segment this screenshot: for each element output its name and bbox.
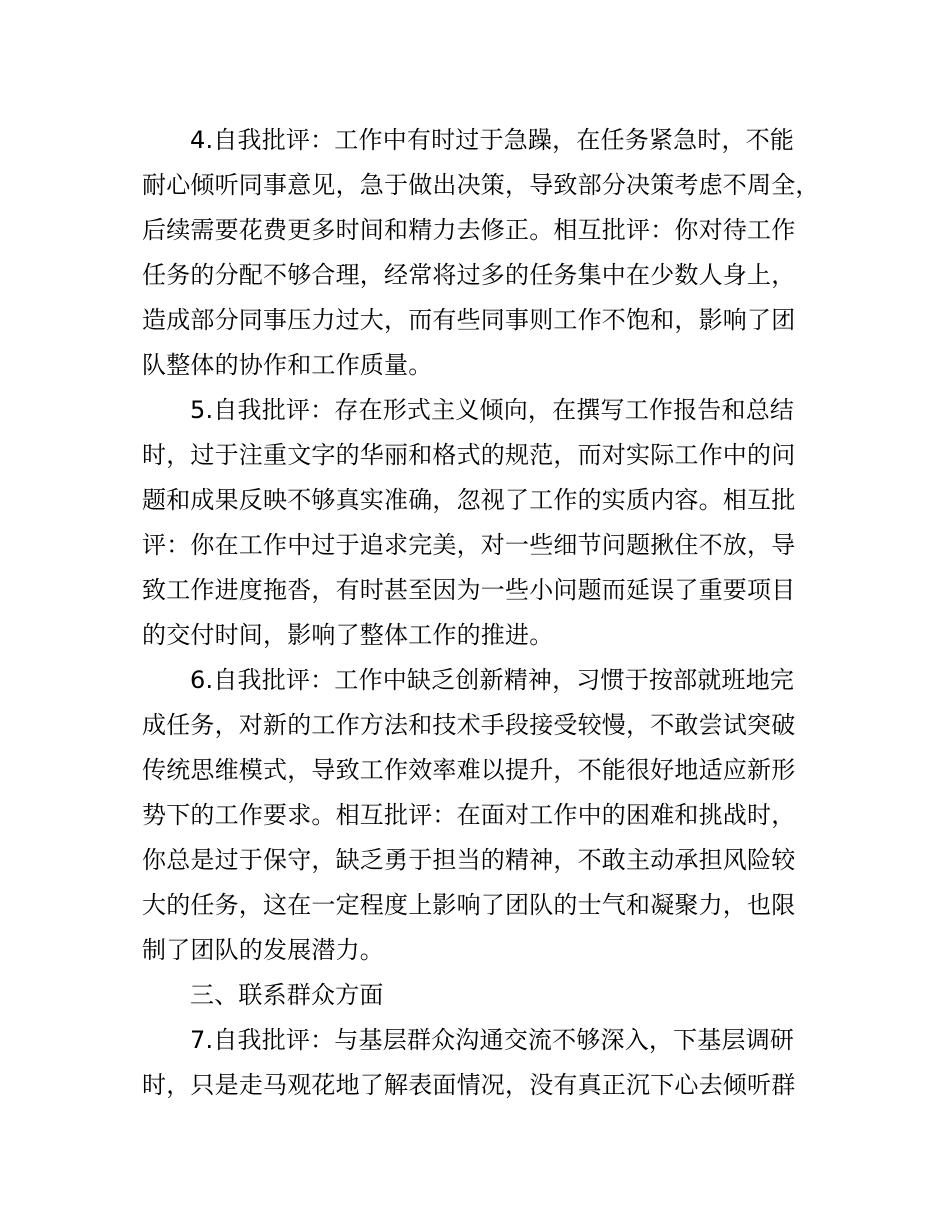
paragraph-6-line-7: 制了团队的发展潜力。: [142, 936, 384, 964]
paragraph-4-line-4: 任务的分配不够合理，经常将过多的任务集中在少数人身上，: [142, 261, 796, 289]
paragraph-5-line-5: 致工作进度拖沓，有时甚至因为一些小问题而延误了重要项目: [142, 576, 796, 604]
paragraph-6-line-2: 成任务，对新的工作方法和技术手段接受较慢，不敢尝试突破: [142, 711, 796, 739]
paragraph-6-line-1: 6.自我批评：工作中缺乏创新精神，习惯于按部就班地完: [190, 666, 795, 694]
section-heading: 三、联系群众方面: [190, 981, 384, 1009]
paragraph-5-line-6: 的交付时间，影响了整体工作的推进。: [142, 621, 554, 649]
paragraph-6-line-6: 大的任务，这在一定程度上影响了团队的士气和凝聚力，也限: [142, 891, 796, 919]
paragraph-6-line-3: 传统思维模式，导致工作效率难以提升，不能很好地适应新形: [142, 756, 796, 784]
paragraph-7-line-2: 时，只是走马观花地了解表面情况，没有真正沉下心去倾听群: [142, 1071, 796, 1099]
paragraph-4-line-3: 后续需要花费更多时间和精力去修正。相互批评：你对待工作: [142, 216, 796, 244]
paragraph-5-line-4: 评：你在工作中过于追求完美，对一些细节问题揪住不放，导: [142, 531, 796, 559]
paragraph-4-line-1: 4.自我批评：工作中有时过于急躁，在任务紧急时，不能: [190, 126, 795, 154]
paragraph-6-line-4: 势下的工作要求。相互批评：在面对工作中的困难和挑战时，: [142, 801, 796, 829]
paragraph-5-line-2: 时，过于注重文字的华丽和格式的规范，而对实际工作中的问: [142, 441, 796, 469]
paragraph-5-line-1: 5.自我批评：存在形式主义倾向，在撰写工作报告和总结: [190, 396, 795, 424]
paragraph-4-line-5: 造成部分同事压力过大，而有些同事则工作不饱和，影响了团: [142, 306, 796, 334]
paragraph-6-line-5: 你总是过于保守，缺乏勇于担当的精神，不敢主动承担风险较: [142, 846, 796, 874]
paragraph-4-line-2: 耐心倾听同事意见，急于做出决策，导致部分决策考虑不周全，: [142, 171, 820, 199]
paragraph-4-line-6: 队整体的协作和工作质量。: [142, 351, 433, 379]
paragraph-7-line-1: 7.自我批评：与基层群众沟通交流不够深入，下基层调研: [190, 1026, 795, 1054]
paragraph-5-line-3: 题和成果反映不够真实准确，忽视了工作的实质内容。相互批: [142, 486, 796, 514]
